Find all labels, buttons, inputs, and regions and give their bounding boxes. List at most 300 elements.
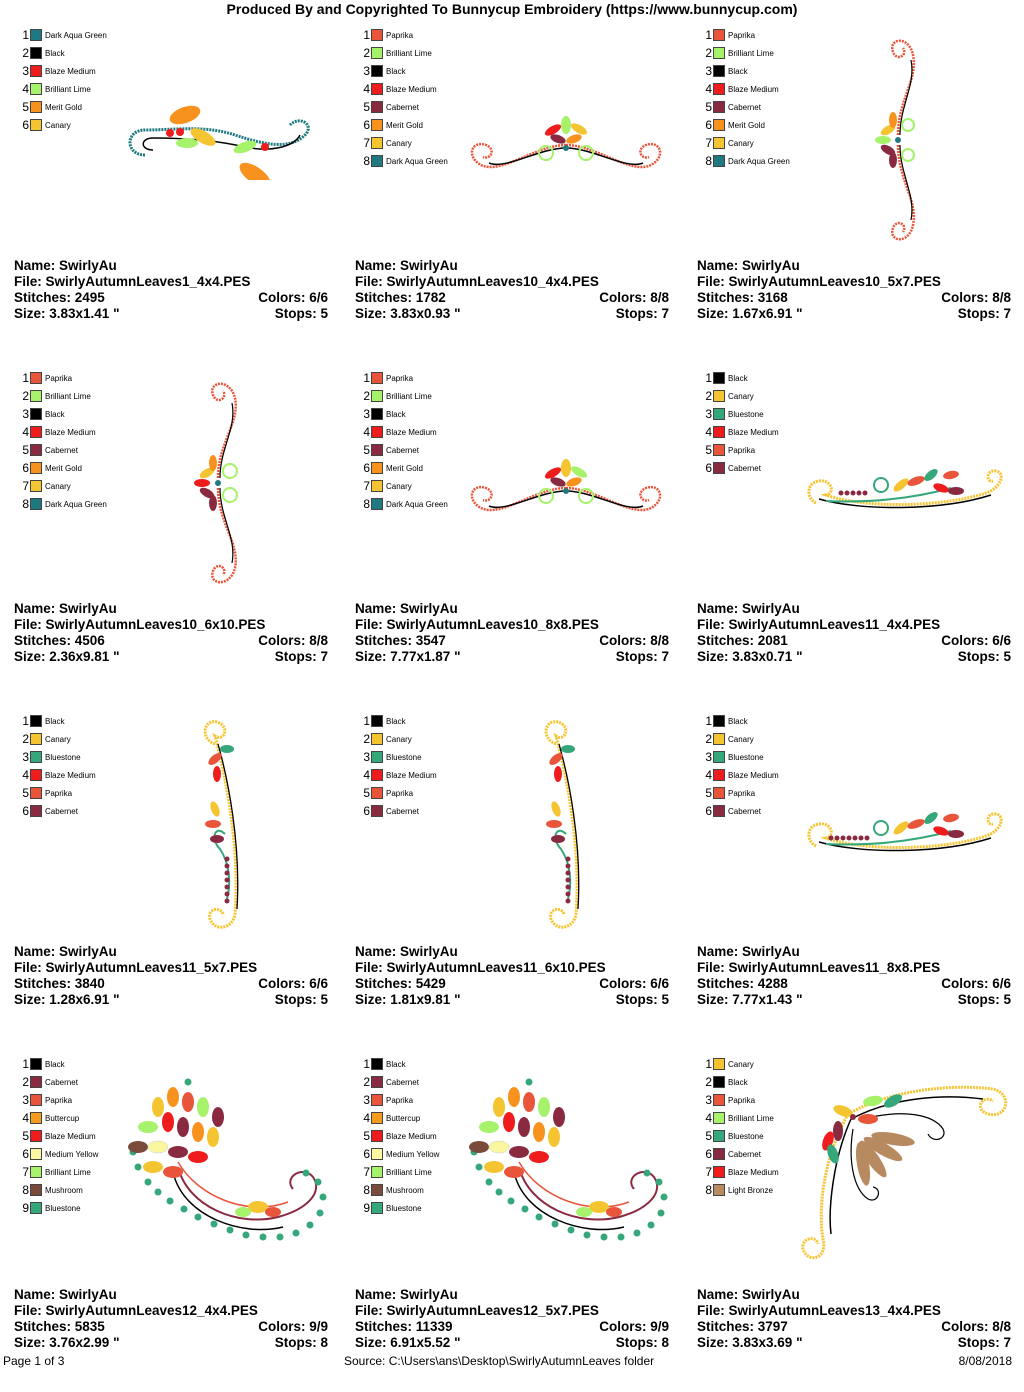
color-swatch-row xyxy=(360,495,448,513)
color-swatch-row xyxy=(360,1199,439,1217)
color-swatch xyxy=(371,444,383,456)
color-swatch xyxy=(713,1094,725,1106)
color-name: Canary xyxy=(45,120,71,130)
color-swatch xyxy=(713,65,725,77)
color-swatch-row xyxy=(702,766,779,784)
design-stops: Stops: 7 xyxy=(957,306,1011,321)
color-swatch-row xyxy=(360,1091,439,1109)
info-row xyxy=(355,1335,669,1351)
color-swatch-row xyxy=(702,44,790,62)
color-swatch xyxy=(30,1094,42,1106)
design-stops: Stops: 8 xyxy=(274,1335,328,1350)
color-swatch-row xyxy=(19,802,96,820)
info-row xyxy=(355,601,669,617)
color-index: 1 xyxy=(363,714,370,728)
color-name: Black xyxy=(728,373,748,383)
design-file: File: SwirlyAutumnLeaves12_5x7.PES xyxy=(355,1303,599,1318)
color-index: 7 xyxy=(22,1165,29,1179)
color-index: 2 xyxy=(363,1075,370,1089)
info-row xyxy=(355,1303,669,1319)
color-swatch xyxy=(30,101,42,113)
info-row xyxy=(14,649,328,665)
color-index: 1 xyxy=(363,28,370,42)
color-swatch xyxy=(371,372,383,384)
color-index: 2 xyxy=(22,389,29,403)
color-index: 5 xyxy=(363,100,370,114)
color-index: 4 xyxy=(22,1111,29,1125)
color-name: Light Bronze xyxy=(728,1185,773,1195)
color-index: 5 xyxy=(22,786,29,800)
color-index: 3 xyxy=(705,1093,712,1107)
design-file: File: SwirlyAutumnLeaves10_8x8.PES xyxy=(355,617,599,632)
color-swatch-row xyxy=(19,1055,98,1073)
color-name: Cabernet xyxy=(45,806,78,816)
design-size: Size: 6.91x5.52 " xyxy=(355,1335,461,1350)
color-name: Cabernet xyxy=(728,102,761,112)
info-row xyxy=(14,992,328,1008)
color-swatch-row xyxy=(19,712,96,730)
info-row xyxy=(355,1287,669,1303)
color-swatch-row xyxy=(702,1091,779,1109)
color-list xyxy=(702,369,779,477)
color-name: Blaze Medium xyxy=(386,770,437,780)
color-name: Bluestone xyxy=(45,752,81,762)
color-list xyxy=(19,1055,98,1217)
design-preview xyxy=(801,463,1011,523)
color-swatch-row xyxy=(19,1163,98,1181)
design-size: Size: 7.77x1.43 " xyxy=(697,992,803,1007)
color-swatch-row xyxy=(702,387,779,405)
info-row xyxy=(355,976,669,992)
design-card xyxy=(0,1049,341,1392)
color-name: Bluestone xyxy=(728,752,764,762)
color-swatch xyxy=(713,408,725,420)
color-name: Paprika xyxy=(386,1095,414,1105)
color-swatch xyxy=(371,390,383,402)
color-swatch xyxy=(713,137,725,149)
info-row xyxy=(697,633,1011,649)
design-file: File: SwirlyAutumnLeaves13_4x4.PES xyxy=(697,1303,941,1318)
color-index: 7 xyxy=(705,1165,712,1179)
color-swatch-row xyxy=(360,712,437,730)
design-info xyxy=(697,258,1011,322)
color-name: Paprika xyxy=(728,30,756,40)
color-index: 7 xyxy=(363,136,370,150)
color-name: Black xyxy=(386,66,406,76)
info-row xyxy=(355,258,669,274)
color-swatch xyxy=(30,733,42,745)
color-index: 4 xyxy=(363,82,370,96)
color-swatch-row xyxy=(19,1181,98,1199)
color-swatch-row xyxy=(360,405,448,423)
design-stops: Stops: 5 xyxy=(615,992,669,1007)
design-colors: Colors: 8/8 xyxy=(941,1319,1011,1334)
color-index: 6 xyxy=(363,118,370,132)
design-name: Name: SwirlyAu xyxy=(14,601,117,616)
design-stitches: Stitches: 4506 xyxy=(14,633,105,648)
design-stitches: Stitches: 1782 xyxy=(355,290,446,305)
color-index: 2 xyxy=(363,46,370,60)
info-row xyxy=(14,976,328,992)
design-file: File: SwirlyAutumnLeaves10_6x10.PES xyxy=(14,617,266,632)
color-swatch xyxy=(713,1058,725,1070)
color-swatch xyxy=(713,787,725,799)
design-colors: Colors: 9/9 xyxy=(258,1319,328,1334)
color-swatch-row xyxy=(19,44,107,62)
color-swatch xyxy=(371,1184,383,1196)
color-swatch-row xyxy=(360,1163,439,1181)
info-row xyxy=(355,944,669,960)
color-index: 8 xyxy=(363,154,370,168)
color-swatch-row xyxy=(360,477,448,495)
color-swatch-row xyxy=(702,152,790,170)
color-swatch-row xyxy=(702,1145,779,1163)
color-swatch xyxy=(30,1076,42,1088)
color-index: 2 xyxy=(705,732,712,746)
color-swatch-row xyxy=(360,423,448,441)
color-swatch-row xyxy=(360,1127,439,1145)
color-index: 5 xyxy=(705,786,712,800)
design-info xyxy=(697,1287,1011,1351)
color-swatch-row xyxy=(19,1199,98,1217)
color-swatch xyxy=(30,1166,42,1178)
color-swatch-row xyxy=(19,423,107,441)
info-row xyxy=(697,290,1011,306)
design-preview xyxy=(793,1059,1018,1269)
color-name: Cabernet xyxy=(728,463,761,473)
color-swatch xyxy=(30,769,42,781)
color-swatch-row xyxy=(19,1127,98,1145)
color-swatch xyxy=(30,47,42,59)
design-preview xyxy=(190,373,255,598)
design-preview xyxy=(118,1077,333,1262)
color-swatch-row xyxy=(702,441,779,459)
color-swatch xyxy=(30,1148,42,1160)
design-preview xyxy=(801,806,1011,866)
color-swatch xyxy=(713,29,725,41)
color-swatch-row xyxy=(360,26,448,44)
color-index: 6 xyxy=(705,804,712,818)
design-colors: Colors: 9/9 xyxy=(599,1319,669,1334)
design-preview xyxy=(873,30,933,255)
color-swatch xyxy=(30,498,42,510)
color-index: 3 xyxy=(22,750,29,764)
design-name: Name: SwirlyAu xyxy=(14,944,117,959)
color-list xyxy=(702,712,779,820)
design-file: File: SwirlyAutumnLeaves12_4x4.PES xyxy=(14,1303,258,1318)
color-swatch xyxy=(713,372,725,384)
color-name: Black xyxy=(45,409,65,419)
design-card xyxy=(683,363,1024,706)
color-index: 5 xyxy=(705,443,712,457)
color-index: 3 xyxy=(705,64,712,78)
color-swatch xyxy=(371,462,383,474)
design-size: Size: 2.36x9.81 " xyxy=(14,649,120,664)
color-swatch-row xyxy=(360,730,437,748)
color-name: Paprika xyxy=(728,445,756,455)
color-name: Canary xyxy=(728,391,754,401)
color-name: Canary xyxy=(728,138,754,148)
design-info xyxy=(14,944,328,1008)
design-colors: Colors: 6/6 xyxy=(258,290,328,305)
color-swatch xyxy=(30,29,42,41)
color-swatch-row xyxy=(360,459,448,477)
color-swatch xyxy=(30,119,42,131)
color-list xyxy=(360,712,437,820)
design-card xyxy=(341,1049,682,1392)
color-name: Blaze Medium xyxy=(45,770,96,780)
color-swatch-row xyxy=(19,1073,98,1091)
color-index: 4 xyxy=(705,425,712,439)
color-swatch xyxy=(713,462,725,474)
color-index: 3 xyxy=(22,407,29,421)
color-name: Paprika xyxy=(45,373,73,383)
color-swatch-row xyxy=(360,1055,439,1073)
color-swatch xyxy=(30,462,42,474)
design-preview xyxy=(195,714,250,939)
color-name: Buttercup xyxy=(45,1113,80,1123)
color-name: Canary xyxy=(45,734,71,744)
info-row xyxy=(355,1319,669,1335)
color-swatch-row xyxy=(19,1109,98,1127)
design-name: Name: SwirlyAu xyxy=(697,1287,800,1302)
color-swatch-row xyxy=(702,98,790,116)
color-swatch xyxy=(30,83,42,95)
color-swatch-row xyxy=(360,98,448,116)
color-swatch xyxy=(713,101,725,113)
color-index: 4 xyxy=(705,1111,712,1125)
color-swatch-row xyxy=(360,1073,439,1091)
color-name: Brilliant Lime xyxy=(45,1167,91,1177)
color-index: 6 xyxy=(22,1147,29,1161)
color-list xyxy=(19,369,107,513)
design-size: Size: 3.83x0.93 " xyxy=(355,306,461,321)
color-swatch xyxy=(371,1166,383,1178)
color-index: 6 xyxy=(363,1147,370,1161)
design-info xyxy=(14,601,328,665)
color-swatch-row xyxy=(360,152,448,170)
color-swatch-row xyxy=(702,134,790,152)
color-swatch-row xyxy=(19,405,107,423)
color-swatch-row xyxy=(19,80,107,98)
color-index: 4 xyxy=(705,82,712,96)
design-size: Size: 1.81x9.81 " xyxy=(355,992,461,1007)
design-preview xyxy=(461,115,671,190)
info-row xyxy=(697,1287,1011,1303)
design-card xyxy=(0,363,341,706)
color-swatch-row xyxy=(360,766,437,784)
color-name: Black xyxy=(386,1059,406,1069)
color-swatch xyxy=(713,83,725,95)
info-row xyxy=(697,258,1011,274)
color-index: 8 xyxy=(22,497,29,511)
color-name: Bluestone xyxy=(386,1203,422,1213)
design-size: Size: 3.83x1.41 " xyxy=(14,306,120,321)
info-row xyxy=(355,992,669,1008)
color-swatch-row xyxy=(702,748,779,766)
color-index: 3 xyxy=(363,407,370,421)
design-name: Name: SwirlyAu xyxy=(697,258,800,273)
color-index: 8 xyxy=(705,154,712,168)
color-index: 7 xyxy=(705,136,712,150)
color-index: 5 xyxy=(363,1129,370,1143)
design-stitches: Stitches: 5429 xyxy=(355,976,446,991)
color-swatch-row xyxy=(360,1145,439,1163)
design-colors: Colors: 6/6 xyxy=(599,976,669,991)
color-swatch xyxy=(371,480,383,492)
color-index: 3 xyxy=(22,1093,29,1107)
color-swatch-row xyxy=(19,784,96,802)
color-name: Blaze Medium xyxy=(728,770,779,780)
color-swatch xyxy=(30,390,42,402)
color-name: Medium Yellow xyxy=(386,1149,440,1159)
color-index: 1 xyxy=(22,371,29,385)
color-name: Paprika xyxy=(45,1095,73,1105)
design-preview xyxy=(115,95,325,180)
color-swatch-row xyxy=(360,116,448,134)
color-swatch-row xyxy=(360,62,448,80)
color-name: Cabernet xyxy=(386,1077,419,1087)
color-name: Black xyxy=(45,1059,65,1069)
info-row xyxy=(14,258,328,274)
color-swatch xyxy=(371,65,383,77)
color-swatch xyxy=(371,769,383,781)
color-swatch-row xyxy=(19,369,107,387)
color-index: 4 xyxy=(22,425,29,439)
color-name: Cabernet xyxy=(45,1077,78,1087)
color-index: 1 xyxy=(705,371,712,385)
color-index: 3 xyxy=(705,407,712,421)
info-row xyxy=(697,976,1011,992)
design-info xyxy=(355,258,669,322)
color-index: 5 xyxy=(363,786,370,800)
color-index: 2 xyxy=(705,46,712,60)
design-name: Name: SwirlyAu xyxy=(697,601,800,616)
color-swatch xyxy=(713,155,725,167)
color-swatch xyxy=(371,119,383,131)
design-file: File: SwirlyAutumnLeaves11_5x7.PES xyxy=(14,960,258,975)
color-index: 5 xyxy=(705,100,712,114)
design-colors: Colors: 6/6 xyxy=(941,976,1011,991)
color-swatch xyxy=(713,715,725,727)
color-name: Black xyxy=(728,66,748,76)
color-index: 1 xyxy=(22,1057,29,1071)
info-row xyxy=(14,960,328,976)
color-name: Bluestone xyxy=(728,409,764,419)
color-name: Dark Aqua Green xyxy=(386,499,448,509)
color-index: 6 xyxy=(705,1147,712,1161)
design-file: File: SwirlyAutumnLeaves1_4x4.PES xyxy=(14,274,251,289)
design-file: File: SwirlyAutumnLeaves10_4x4.PES xyxy=(355,274,599,289)
color-swatch xyxy=(30,372,42,384)
design-colors: Colors: 8/8 xyxy=(258,633,328,648)
color-name: Dark Aqua Green xyxy=(45,30,107,40)
info-row xyxy=(355,306,669,322)
color-swatch xyxy=(371,137,383,149)
color-swatch-row xyxy=(702,730,779,748)
color-name: Paprika xyxy=(386,373,414,383)
color-index: 8 xyxy=(363,497,370,511)
color-name: Blaze Medium xyxy=(386,84,437,94)
design-stitches: Stitches: 3840 xyxy=(14,976,105,991)
design-stops: Stops: 7 xyxy=(274,649,328,664)
color-name: Canary xyxy=(728,1059,754,1069)
color-swatch xyxy=(713,390,725,402)
color-index: 4 xyxy=(363,1111,370,1125)
color-index: 5 xyxy=(22,100,29,114)
color-index: 4 xyxy=(22,768,29,782)
color-swatch-row xyxy=(360,369,448,387)
design-colors: Colors: 8/8 xyxy=(599,290,669,305)
color-name: Blaze Medium xyxy=(386,1131,437,1141)
color-swatch-row xyxy=(19,459,107,477)
color-swatch xyxy=(30,444,42,456)
color-list xyxy=(19,26,107,134)
info-row xyxy=(697,960,1011,976)
color-swatch xyxy=(713,1184,725,1196)
color-name: Black xyxy=(386,409,406,419)
info-row xyxy=(355,290,669,306)
design-preview xyxy=(461,458,671,533)
color-swatch xyxy=(371,715,383,727)
color-name: Brilliant Lime xyxy=(45,391,91,401)
color-swatch xyxy=(713,751,725,763)
color-index: 6 xyxy=(363,804,370,818)
design-info xyxy=(355,1287,669,1351)
color-name: Cabernet xyxy=(45,445,78,455)
info-row xyxy=(697,649,1011,665)
color-swatch xyxy=(30,805,42,817)
design-colors: Colors: 8/8 xyxy=(941,290,1011,305)
design-info xyxy=(14,258,328,322)
color-swatch xyxy=(30,1058,42,1070)
color-swatch-row xyxy=(702,116,790,134)
color-swatch xyxy=(30,751,42,763)
color-swatch xyxy=(371,155,383,167)
color-name: Paprika xyxy=(386,30,414,40)
design-stitches: Stitches: 2081 xyxy=(697,633,788,648)
design-stops: Stops: 7 xyxy=(615,306,669,321)
color-name: Canary xyxy=(386,734,412,744)
color-swatch-row xyxy=(19,26,107,44)
info-row xyxy=(355,617,669,633)
color-name: Canary xyxy=(386,138,412,148)
info-row xyxy=(697,306,1011,322)
color-swatch xyxy=(713,769,725,781)
color-swatch xyxy=(371,1202,383,1214)
design-file: File: SwirlyAutumnLeaves11_4x4.PES xyxy=(697,617,941,632)
design-card xyxy=(0,706,341,1049)
color-swatch xyxy=(30,65,42,77)
color-name: Cabernet xyxy=(728,806,761,816)
color-swatch-row xyxy=(19,1145,98,1163)
color-name: Blaze Medium xyxy=(45,1131,96,1141)
color-index: 4 xyxy=(22,82,29,96)
info-row xyxy=(14,1287,328,1303)
color-index: 2 xyxy=(22,1075,29,1089)
color-swatch-row xyxy=(19,98,107,116)
color-index: 1 xyxy=(22,714,29,728)
color-swatch xyxy=(713,47,725,59)
color-index: 7 xyxy=(363,1165,370,1179)
design-stops: Stops: 5 xyxy=(957,992,1011,1007)
color-swatch-row xyxy=(702,80,790,98)
info-row xyxy=(14,944,328,960)
color-name: Mushroom xyxy=(386,1185,424,1195)
color-name: Paprika xyxy=(45,788,73,798)
design-stitches: Stitches: 3797 xyxy=(697,1319,788,1334)
color-swatch xyxy=(713,805,725,817)
